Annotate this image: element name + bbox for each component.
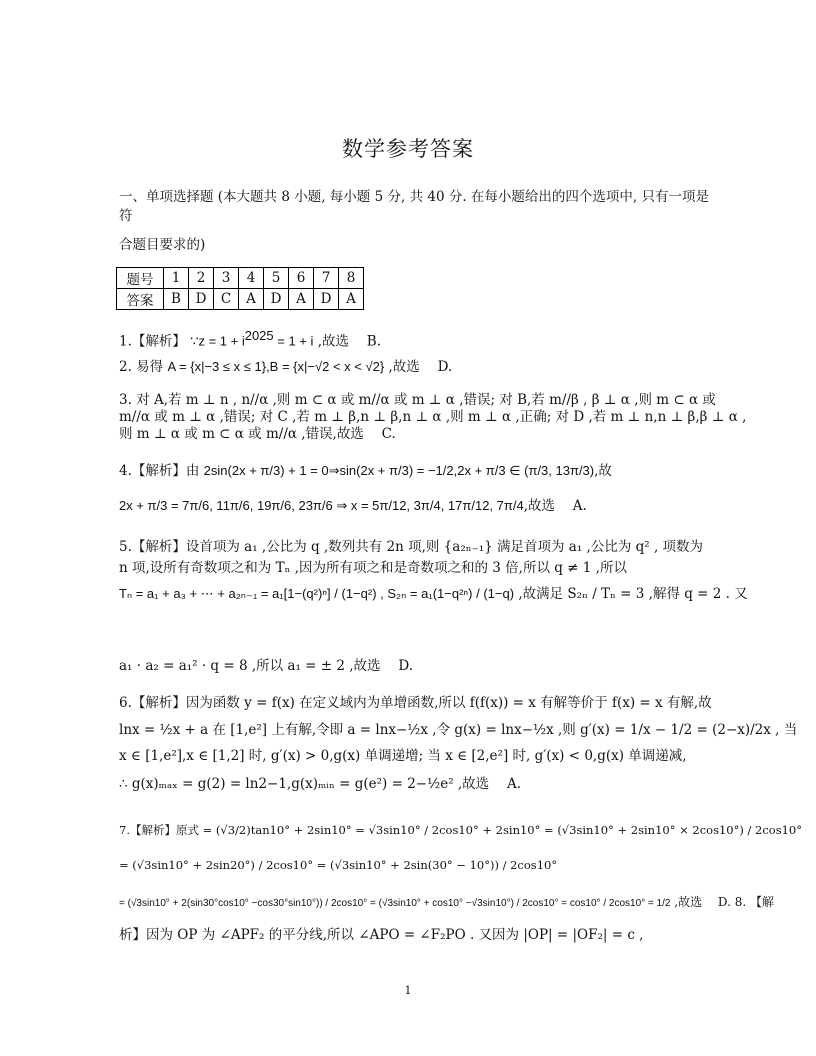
section-heading-line2: 合题目要求的) bbox=[119, 237, 206, 253]
table-number-cell: 1 bbox=[164, 268, 189, 289]
solution-5-line1: 5.【解析】设首项为 a₁ ,公比为 q ,数列共有 2n 项,则 {a₂ₙ₋₁} 满足首项为 a₁ ,公比为 q² , 项数为 bbox=[119, 539, 704, 555]
solution-tail: ,故选 A. bbox=[523, 498, 587, 514]
table-number-cell: 2 bbox=[189, 268, 214, 289]
table-number-cell: 6 bbox=[289, 268, 314, 289]
table-answer-cell: C bbox=[214, 289, 239, 310]
math-expression: Tₙ = a₁ + a₃ + ⋯ + a₂ₙ₋₁ = a₁[1−(q²)ⁿ] / (1−q²) , S₂ₙ = a₁(1−q²ⁿ) / (1−q) bbox=[119, 586, 515, 601]
solution-lead: 4.【解析】由 bbox=[119, 463, 204, 479]
solution-lead: 1.【解析】 bbox=[119, 333, 186, 350]
table-number-cell: 4 bbox=[239, 268, 264, 289]
solution-7-line1: 7.【解析】原式 = (√3/2)tan10° + 2sin10° = √3sin10° / 2cos10° + 2sin10° = (√3sin10° + 2sin10° × 2cos10°) / 2cos10° bbox=[119, 823, 803, 837]
page-number: 1 bbox=[404, 984, 412, 997]
solution-3-line3: 则 m ⊥ α 或 m ⊂ α 或 m//α ,错误,故选 C. bbox=[119, 426, 396, 442]
table-number-cell: 8 bbox=[339, 268, 364, 289]
exponent: 2025 bbox=[244, 328, 274, 343]
section-heading-line1: 一、单项选择题 (本大题共 8 小题, 每小题 5 分, 共 40 分. 在每小题给出的四个选项中, 只有一项是符 bbox=[119, 189, 709, 224]
solution-6-line4: ∴ g(x)ₘₐₓ = g(2) = ln2−1,g(x)ₘᵢₙ = g(e²) = 2−½e² ,故选 A. bbox=[119, 776, 522, 792]
table-number-cell: 5 bbox=[264, 268, 289, 289]
solution-3-line2: m//α 或 m ⊥ α ,错误; 对 C ,若 m ⊥ β,n ⊥ β,n ⊥ α ,则 m ⊥ α ,正确; 对 D ,若 m ⊥ n,n ⊥ β,β ⊥ α , bbox=[119, 409, 747, 425]
table-label-answer: 答案 bbox=[117, 289, 164, 310]
solution-4-line2 bbox=[119, 496, 714, 516]
math-expression: = 1 + i bbox=[273, 333, 314, 349]
solution-7-line2: = (√3sin10° + 2sin20°) / 2cos10° = (√3sin10° + 2sin(30° − 10°)) / 2cos10° bbox=[119, 858, 558, 872]
solution-6-line3: x ∈ [1,e²],x ∈ [1,2] 时, g′(x) > 0,g(x) 单调递增; 当 x ∈ [2,e²] 时, g′(x) < 0,g(x) 单调递减, bbox=[119, 748, 687, 764]
solution-7-line4: 析】因为 OP 为 ∠APF₂ 的平分线,所以 ∠APO = ∠F₂PO . 又因为 |OP| = |OF₂| = c , bbox=[119, 927, 644, 943]
table-answer-cell: D bbox=[264, 289, 289, 310]
solution-lead: 2. 易得 bbox=[119, 359, 168, 375]
table-answer-cell: A bbox=[289, 289, 314, 310]
solution-tail: ,故选 B. bbox=[317, 333, 381, 350]
solution-5-line4: a₁ · a₂ = a₁² · q = 8 ,所以 a₁ = ± 2 ,故选 D. bbox=[119, 658, 413, 674]
solution-6-line1: 6.【解析】因为函数 y = f(x) 在定义域内为单增函数,所以 f(f(x)) = x 有解等价于 f(x) = x 有解,故 bbox=[119, 695, 712, 711]
math-expression: 2x + π/3 = 7π/6, 11π/6, 19π/6, 23π/6 ⇒ x = 5π/12, 3π/4, 17π/12, 7π/4 bbox=[119, 498, 524, 513]
answer-table bbox=[116, 267, 364, 310]
math-expression: A = {x|−3 ≤ x ≤ 1},B = {x|−√2 < x < √2} bbox=[167, 359, 385, 374]
solution-7-line3 bbox=[119, 892, 774, 914]
solution-6-line2: lnx = ½x + a 在 [1,e²] 上有解,令即 a = lnx−½x ,令 g(x) = lnx−½x ,则 g′(x) = 1/x − 1/2 = (2−x)/2x , 当 bbox=[119, 722, 798, 738]
table-answer-cell: D bbox=[189, 289, 214, 310]
table-answer-cell: A bbox=[339, 289, 364, 310]
answer-table-answer-row bbox=[117, 289, 364, 310]
math-expression: = (√3sin10° + 2(sin30°cos10° −cos30°sin10°)) / 2cos10° = (√3sin10° + cos10° −√3sin10°) / 2cos10° = cos10° / 2cos10° = 1/2 bbox=[119, 898, 671, 909]
solution-1 bbox=[119, 326, 714, 352]
table-answer-cell: D bbox=[314, 289, 339, 310]
solution-2 bbox=[119, 357, 714, 377]
solution-tail: ,故 bbox=[594, 463, 612, 479]
table-number-cell: 3 bbox=[214, 268, 239, 289]
solution-tail: ,故选 D. bbox=[388, 359, 453, 375]
table-answer-cell: B bbox=[164, 289, 189, 310]
solution-tail: ,故满足 S₂ₙ / Tₙ = 3 ,解得 q = 2 . 又 bbox=[514, 586, 748, 602]
solution-5-line3 bbox=[119, 584, 748, 604]
math-expression: ∵z = 1 + i bbox=[190, 333, 245, 349]
solution-3-line1: 3. 对 A,若 m ⊥ n , n//α ,则 m ⊂ α 或 m//α 或 m ⊥ α ,错误; 对 B,若 m//β , β ⊥ α ,则 m ⊂ α 或 bbox=[119, 392, 716, 408]
page-title: 数学参考答案 bbox=[342, 137, 474, 161]
solution-5-line2: n 项,设所有奇数项之和为 Tₙ ,因为所有项之和是奇数项之和的 3 倍,所以 q ≠ 1 ,所以 bbox=[119, 560, 627, 576]
table-number-cell: 7 bbox=[314, 268, 339, 289]
table-label-number: 题号 bbox=[117, 268, 164, 289]
table-answer-cell: A bbox=[239, 289, 264, 310]
math-expression: 2sin(2x + π/3) + 1 = 0⇒sin(2x + π/3) = −1/2,2x + π/3 ∈ (π/3, 13π/3) bbox=[203, 463, 595, 478]
answer-table-header-row bbox=[117, 268, 364, 289]
solution-4-line1 bbox=[119, 461, 714, 481]
solution-tail: ,故选 D. 8. 【解 bbox=[670, 895, 774, 909]
